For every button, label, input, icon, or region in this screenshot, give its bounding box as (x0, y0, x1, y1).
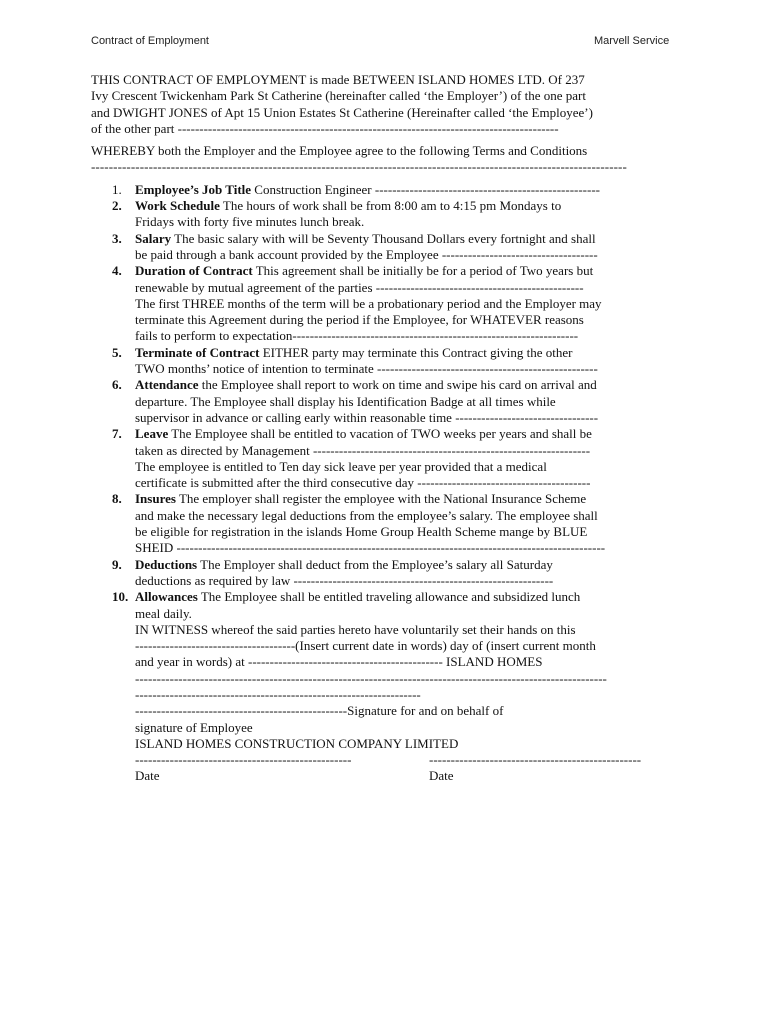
intro-line: THIS CONTRACT OF EMPLOYMENT is made BETWEEN ISLAND HOMES LTD. Of 237 (91, 72, 585, 87)
term-number: 2. (112, 198, 122, 214)
term-text-line: departure. The Employee shall display his Identification Badge at all times while (135, 393, 556, 409)
term-number: 8. (112, 491, 122, 507)
term-text: Construction Engineer ---------------------------------------------------- (251, 181, 600, 197)
term-number: 4. (112, 263, 122, 279)
term-text: The Employee shall be entitled traveling allowance and subsidized lunch (197, 589, 581, 605)
witness-line: ------------------------------------------------------------------ (135, 686, 421, 702)
term-text: This agreement shall be initially be for a period of Two years but (252, 263, 594, 279)
date-rule-right: ------------------------------------------------- (429, 752, 642, 768)
term-number: 7. (112, 426, 122, 442)
term-item (91, 589, 679, 622)
witness-line: ------------------------------------------------------------------------------------------------------------- (135, 670, 607, 686)
term-text-line: terminate this Agreement during the period if the Employee, for WHATEVER reasons (135, 312, 584, 328)
term-text: The basic salary with will be Seventy Thousand Dollars every fortnight and shall (171, 230, 596, 246)
date-label-right: Date (429, 768, 454, 784)
whereby-rule: ------------------------------------------------------------------------------------------------------------------------- (91, 159, 627, 175)
term-text-line: supervisor in advance or calling early within reasonable time --------------------------------- (135, 409, 599, 425)
header-document-title: Contract of Employment (91, 35, 209, 47)
term-title: Work Schedule (135, 198, 220, 214)
contract-body (91, 72, 679, 785)
term-title: Terminate of Contract (135, 344, 260, 360)
witness-line: IN WITNESS whereof the said parties hereto have voluntarily set their hands on this (135, 621, 576, 637)
date-rule-left: -------------------------------------------------- (135, 752, 352, 768)
term-text-line: certificate is submitted after the third consecutive day ---------------------------------------- (135, 475, 591, 491)
intro-line: Ivy Crescent Twickenham Park St Catherine (hereinafter called ‘the Employer’) of the one part (91, 88, 586, 104)
header-company-name: Marvell Service (594, 35, 670, 47)
term-text: The Employer shall deduct from the Employee’s salary all Saturday (197, 556, 553, 572)
term-item (91, 491, 679, 556)
term-text-line: The employee is entitled to Ten day sick leave per year provided that a medical (135, 458, 547, 474)
term-text-line: meal daily. (135, 605, 192, 621)
witness-line: ISLAND HOMES CONSTRUCTION COMPANY LIMITED (135, 735, 459, 751)
term-number: 10. (112, 589, 129, 605)
term-text: The Employee shall be entitled to vacation of TWO weeks per years and shall be (168, 426, 592, 442)
intro-line: and DWIGHT JONES of Apt 15 Union Estates St Catherine (Hereinafter called ‘the Employee’) (91, 104, 593, 120)
term-title: Leave (135, 426, 169, 442)
date-rule-row (91, 752, 679, 768)
term-text: The employer shall register the employee with the National Insurance Scheme (175, 491, 587, 507)
term-item (91, 231, 679, 264)
witness-line: signature of Employee (135, 719, 253, 735)
term-item (91, 345, 679, 378)
term-text-line: deductions as required by law ------------------------------------------------------------ (135, 572, 554, 588)
terms-list (91, 182, 679, 622)
term-text-line: and make the necessary legal deductions from the employee’s salary. The employee shall (135, 507, 598, 523)
term-title: Employee’s Job Title (135, 181, 252, 197)
date-label-left: Date (135, 768, 160, 784)
term-text-line: fails to perform to expectation------------------------------------------------------------------ (135, 328, 579, 344)
term-item (91, 426, 679, 491)
term-text-line: The first THREE months of the term will be a probationary period and the Employer may (135, 295, 602, 311)
term-item (91, 557, 679, 590)
term-number: 3. (112, 230, 122, 246)
term-text-line: renewable by mutual agreement of the parties ------------------------------------------------ (135, 279, 584, 295)
term-text: EITHER party may terminate this Contract giving the other (259, 344, 573, 360)
term-number: 6. (112, 377, 122, 393)
date-label-row (91, 768, 679, 784)
term-text: The hours of work shall be from 8:00 am to 4:15 pm Mondays to (219, 198, 562, 214)
term-title: Insures (135, 491, 176, 507)
term-title: Duration of Contract (135, 263, 253, 279)
term-item (91, 182, 679, 198)
term-text-line: taken as directed by Management ---------------------------------------------------------------- (135, 442, 591, 458)
whereby-clause: WHEREBY both the Employer and the Employee agree to the following Terms and Conditions (91, 143, 588, 159)
term-text-line: be eligible for registration in the islands Home Group Health Scheme mange by BLUE (135, 524, 588, 540)
term-text-line: SHEID --------------------------------------------------------------------------------------------------- (135, 540, 606, 556)
term-item (91, 198, 679, 231)
term-text-line: TWO months’ notice of intention to terminate --------------------------------------------------- (135, 361, 598, 377)
term-title: Allowances (135, 589, 198, 605)
intro-line: of the other part ---------------------------------------------------------------------------------------- (91, 120, 559, 136)
term-item (91, 377, 679, 426)
term-item (91, 263, 679, 344)
term-number: 5. (112, 344, 122, 360)
term-number: 9. (112, 556, 122, 572)
term-title: Deductions (135, 556, 198, 572)
term-text-line: Fridays with forty five minutes lunch break. (135, 214, 365, 230)
witness-line: and year in words) at --------------------------------------------- ISLAND HOMES (135, 654, 543, 670)
term-text-line: be paid through a bank account provided by the Employee ------------------------------------ (135, 246, 598, 262)
term-number: 1. (112, 181, 122, 197)
intro-paragraph (91, 72, 679, 137)
witness-line: -------------------------------------------------Signature for and on behalf of (135, 703, 504, 719)
term-text: the Employee shall report to work on time and swipe his card on arrival and (198, 377, 597, 393)
witness-section (91, 622, 679, 752)
term-title: Salary (135, 230, 172, 246)
term-title: Attendance (135, 377, 199, 393)
witness-line: -------------------------------------(Insert current date in words) day of (insert current month (135, 638, 596, 654)
